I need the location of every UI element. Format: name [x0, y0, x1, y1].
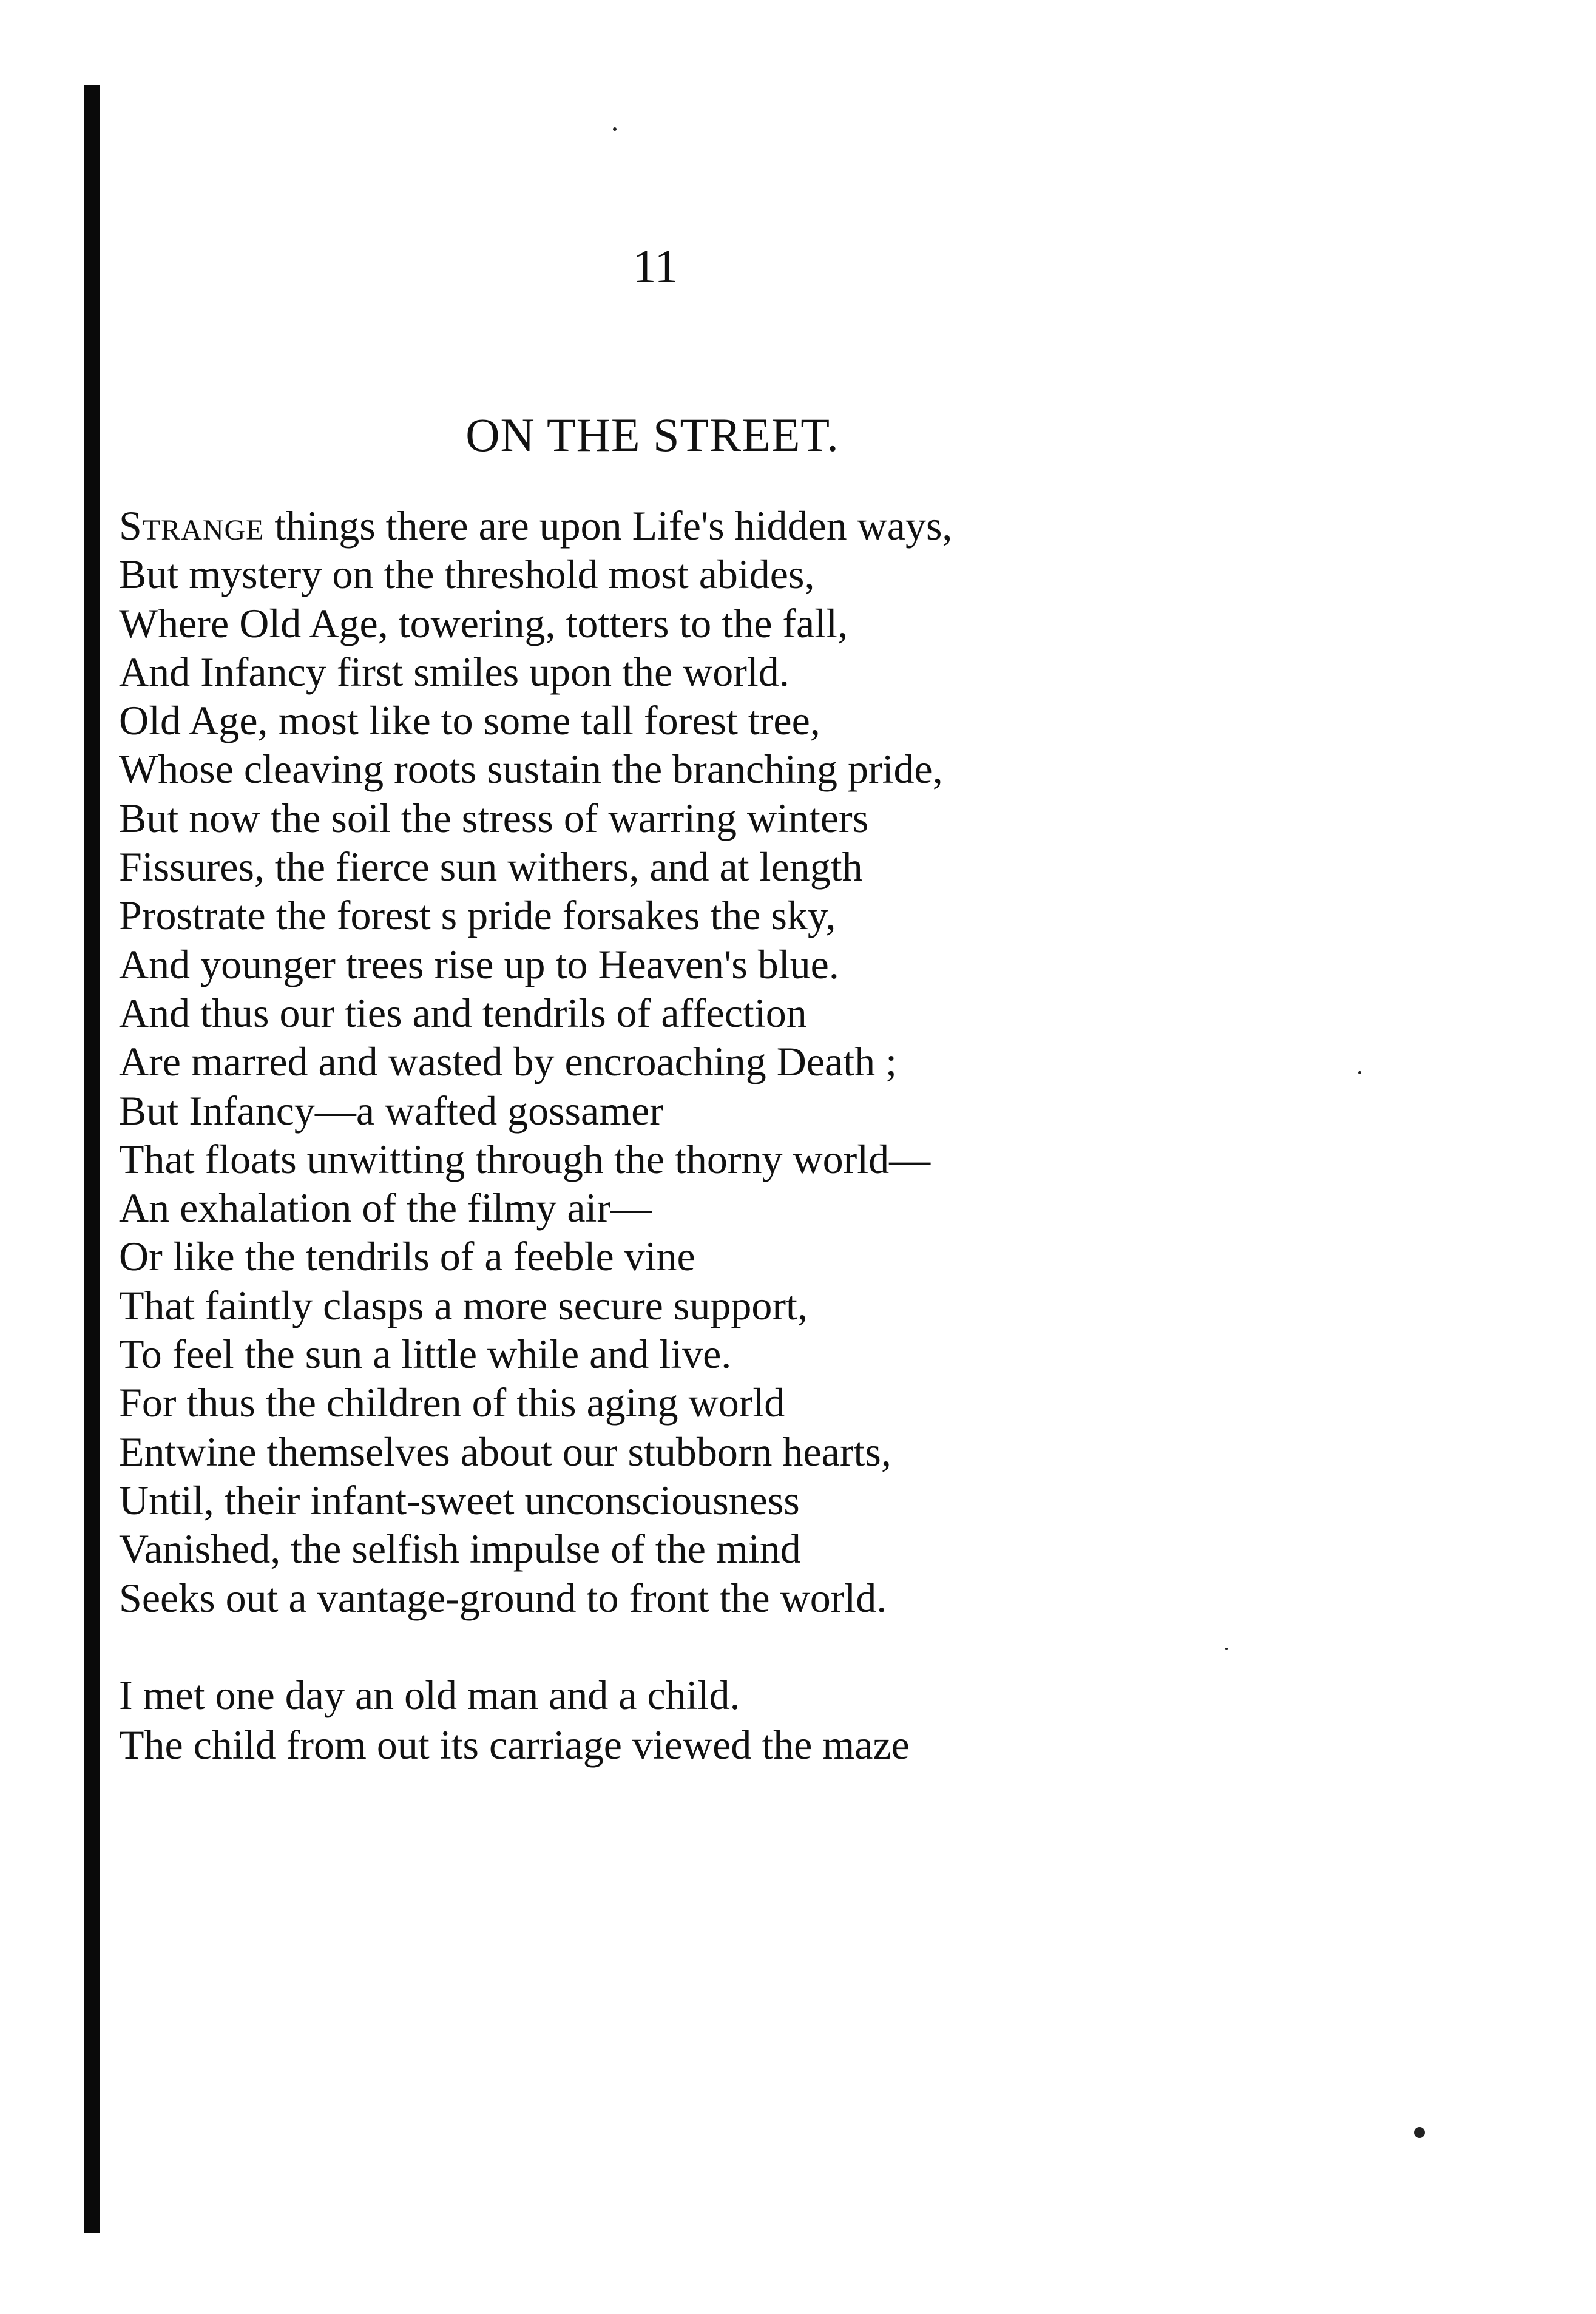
drop-word: Strange	[119, 502, 265, 549]
poem-line: To feel the sun a little while and live.	[119, 1331, 732, 1378]
poem-line: For thus the children of this aging world	[119, 1379, 785, 1426]
poem-line: An exhalation of the filmy air—	[119, 1185, 652, 1231]
poem-line: Entwine themselves about our stubborn hearts,	[119, 1428, 891, 1475]
poem-line: And thus our ties and tendrils of affection	[119, 989, 807, 1036]
poem-line: Until, their infant-sweet unconsciousness	[119, 1477, 800, 1523]
poem-title: ON THE STREET.	[465, 408, 839, 461]
ink-speck	[1414, 2127, 1425, 2138]
poem-line: Prostrate the forest s pride forsakes the sky,	[119, 892, 836, 939]
poem-line: That floats unwitting through the thorny world—	[119, 1135, 931, 1182]
poem-line: Where Old Age, towering, totters to the fall,	[119, 600, 848, 646]
poem-line: And younger trees rise up to Heaven's blue.	[119, 941, 839, 987]
first-line-rest: things there are upon Life's hidden ways,	[264, 502, 953, 549]
poem-line: But now the soil the stress of warring winters	[119, 794, 869, 841]
poem-line: But mystery on the threshold most abides,	[119, 551, 815, 598]
poem-line: And Infancy first smiles upon the world.	[119, 648, 790, 695]
ink-speck	[1358, 1071, 1361, 1074]
ink-speck	[1225, 1648, 1228, 1650]
poem-line: Vanished, the selfish impulse of the mind	[119, 1526, 801, 1572]
ink-speck	[613, 127, 617, 131]
poem-line: Or like the tendrils of a feeble vine	[119, 1233, 695, 1280]
stanza-1	[119, 501, 952, 1622]
poem-line: Whose cleaving roots sustain the branching pride,	[119, 746, 943, 793]
poem-line: The child from out its carriage viewed the maze	[119, 1722, 910, 1768]
poem-line: Are marred and wasted by encroaching Death ;	[119, 1038, 898, 1085]
poem-line: Fissures, the fierce sun withers, and at length	[119, 844, 863, 890]
poem-line	[119, 501, 952, 550]
stanza-2	[119, 1670, 910, 1770]
poem-line: That faintly clasps a more secure support,	[119, 1282, 808, 1328]
poem-line: Old Age, most like to some tall forest tree,	[119, 697, 820, 744]
binding-edge	[84, 85, 100, 2233]
page-number: 11	[632, 240, 678, 293]
poem-line: Seeks out a vantage-ground to front the world.	[119, 1574, 887, 1621]
poem-line: I met one day an old man and a child.	[119, 1672, 740, 1718]
poem-line: But Infancy—a wafted gossamer	[119, 1087, 663, 1134]
